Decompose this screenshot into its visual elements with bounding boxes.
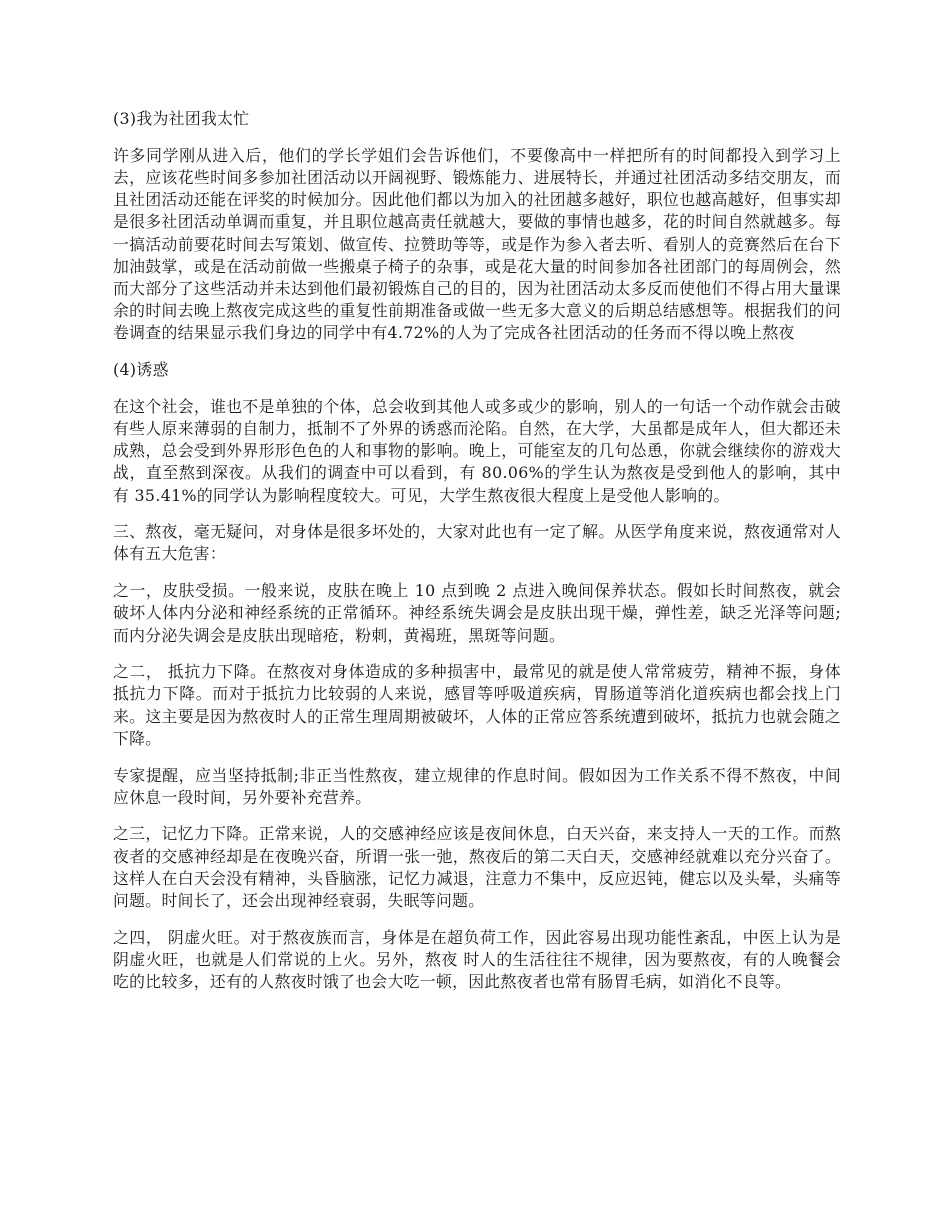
paragraph-harm-memory: 之三，记忆力下降。正常来说，人的交感神经应该是夜间休息，白天兴奋，来支持人一天的工作。而熬夜者的交感神经却是在夜晚兴奋，所谓一张一弛，熬夜后的第二天白天，交感神经就难以充分兴奋了。这样人在白天会没有精神，头昏脑涨，记忆力减退，注意力不集中，反应迟钝，健忘以及头晕，头痛等问题。时间长了，还会出现神经衰弱，失眠等问题。 <box>113 824 841 911</box>
section-heading-3: (3)我为社团我太忙 <box>113 109 250 128</box>
paragraph-temptation: 在这个社会，谁也不是单独的个体，总会收到其他人或多或少的影响，别人的一句话一个动作就会击破有些人原来薄弱的自制力，抵制不了外界的诱惑而沦陷。自然，在大学，大虽都是成年人，但大都还未成熟，总会受到外界形形色色的人和事物的影响。晚上，可能室友的几句怂恿，你就会继续你的游戏大战，直至熬到深夜。从我们的调查中可以看到，有 80.06%的学生认为熬夜是受到他人的影响，其中有 35.41%的同学认为影响程度较大。可见，大学生熬夜很大程度上是受他人影响的。 <box>113 396 841 505</box>
paragraph-harm-yin-deficiency: 之四， 阴虚火旺。对于熬夜族而言，身体是在超负荷工作，因此容易出现功能性紊乱，中医上认为是阴虚火旺，也就是人们常说的上火。另外，熬夜 时人的生活往往不规律，因为要熬夜，有的人晚餐会吃的比较多，还有的人熬夜时饿了也会大吃一顿，因此熬夜者也常有肠胃毛病，如消化不良等。 <box>113 927 841 992</box>
paragraph-harms-intro: 三、熬夜，毫无疑问，对身体是很多坏处的，大家对此也有一定了解。从医学角度来说，熬夜通常对人体有五大危害： <box>113 522 841 564</box>
paragraph-club-activities: 许多同学刚从进入后，他们的学长学姐们会告诉他们，不要像高中一样把所有的时间都投入到学习上去，应该花些时间多参加社团活动以开阔视野、锻炼能力、进展特长，并通过社团活动多结交朋友，而且社团活动还能在评奖的时候加分。因此他们都以为加入的社团越多越好，职位也越高越好，但事实却是很多社团活动单调而重复，并且职位越高责任就越大，要做的事情也越多，花的时间自然就越多。每一搞活动前要花时间去写策划、做宣传、拉赞助等等，或是作为参入者去听、看别人的竞赛然后在台下加油鼓掌，或是在活动前做一些搬桌子椅子的杂事，或是花大量的时间参加各社团部门的每周例会，然而大部分了这些活动并未达到他们最初锻炼自己的目的，因为社团活动太多反而使他们不得占用大量课余的时间去晚上熬夜完成这些的重复性前期准备或做一些无多大意义的后期总结感想等。根据我们的问卷调查的结果显示我们身边的同学中有4.72%的人为了完成各社团活动的任务而不得以晚上熬夜 <box>113 145 841 343</box>
paragraph-harm-skin: 之一，皮肤受损。一般来说，皮肤在晚上 10 点到晚 2 点进入晚间保养状态。假如长时间熬夜，就会破坏人体内分泌和神经系统的正常循环。神经系统失调会是皮肤出现干燥，弹性差，缺乏光泽等问题;而内分泌失调会是皮肤出现暗疮，粉刺，黄褐班，黑斑等问题。 <box>113 581 841 645</box>
paragraph-expert-advice: 专家提醒，应当坚持抵制;非正当性熬夜，建立规律的作息时间。假如因为工作关系不得不熬夜，中间应休息一段时间，另外要补充营养。 <box>113 765 841 807</box>
document-body <box>113 108 841 1008</box>
section-heading-4: (4)诱惑 <box>113 360 169 380</box>
paragraph-harm-immunity: 之二， 抵抗力下降。在熬夜对身体造成的多种损害中，最常见的就是使人常常疲劳，精神不振，身体抵抗力下降。而对于抵抗力比较弱的人来说，感冒等呼吸道疾病，胃肠道等消化道疾病也都会找上门来。这主要是因为熬夜时人的正常生理周期被破坏，人体的正常应答系统遭到破坏，抵抗力也就会随之下降。 <box>113 662 841 748</box>
